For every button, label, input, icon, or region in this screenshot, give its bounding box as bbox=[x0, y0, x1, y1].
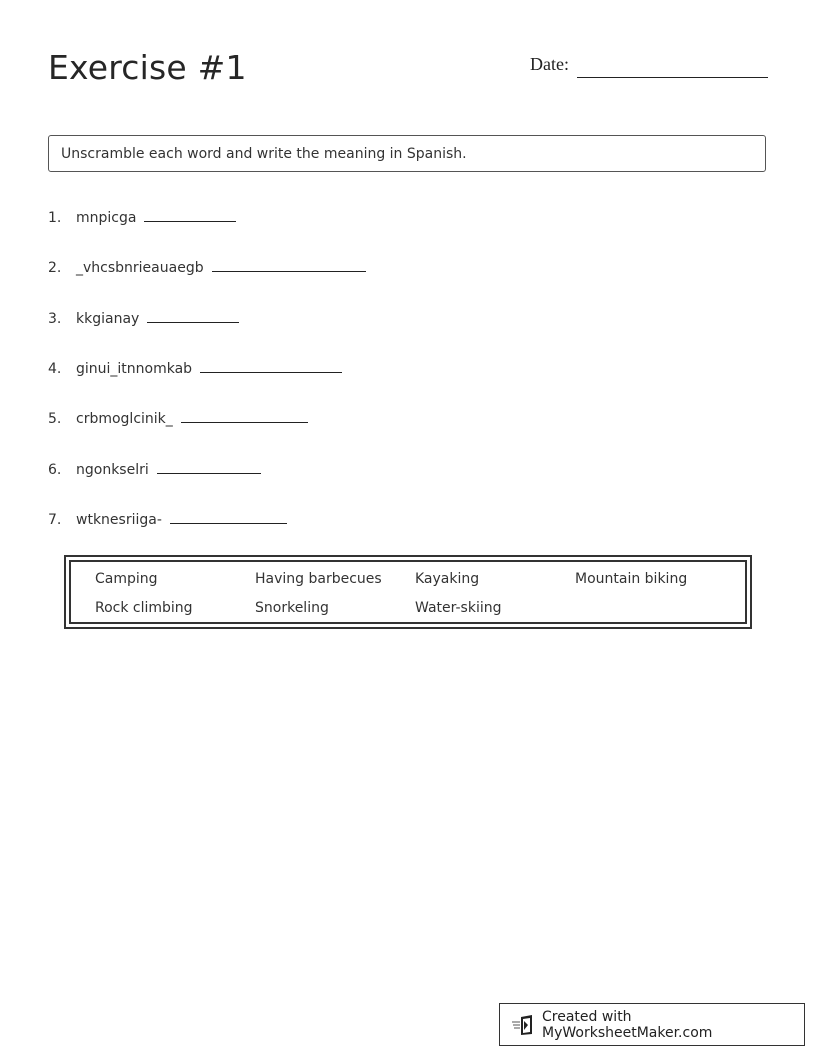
answer-line bbox=[212, 271, 366, 272]
date-label: Date: bbox=[530, 54, 569, 74]
item-number: 5. bbox=[48, 411, 62, 427]
item-number: 2. bbox=[48, 260, 62, 276]
scrambled-word: ngonkselri bbox=[76, 462, 149, 478]
scrambled-word: crbmoglcinik_ bbox=[76, 411, 173, 427]
word-bank-item: Mountain biking bbox=[575, 571, 688, 587]
word-bank bbox=[64, 555, 752, 629]
instructions-box: Unscramble each word and write the meaning in Spanish. bbox=[48, 135, 766, 172]
answer-line bbox=[144, 221, 236, 222]
word-bank-item: Snorkeling bbox=[255, 600, 329, 616]
exercise-item bbox=[48, 403, 308, 427]
exercise-item bbox=[48, 353, 342, 377]
item-number: 7. bbox=[48, 512, 62, 528]
exercise-item bbox=[48, 202, 236, 226]
word-bank-item: Camping bbox=[95, 571, 158, 587]
word-bank-item: Water-skiing bbox=[415, 600, 502, 616]
word-bank-item: Having barbecues bbox=[255, 571, 382, 587]
scrambled-word: _vhcsbnrieauaegb bbox=[76, 260, 204, 276]
item-number: 1. bbox=[48, 210, 62, 226]
scrambled-word: kkgianay bbox=[76, 311, 140, 327]
word-bank-item: Kayaking bbox=[415, 571, 480, 587]
scrambled-word: mnpicga bbox=[76, 210, 137, 226]
answer-line bbox=[181, 422, 308, 423]
scrambled-word: wtknesriiga- bbox=[76, 512, 162, 528]
answer-line bbox=[200, 372, 342, 373]
answer-line bbox=[157, 473, 261, 474]
footer-text: Created with MyWorksheetMaker.com bbox=[542, 1008, 713, 1041]
scrambled-word: ginui_itnnomkab bbox=[76, 361, 193, 377]
footer-credit[interactable] bbox=[499, 1003, 805, 1046]
item-number: 4. bbox=[48, 361, 62, 377]
answer-line bbox=[147, 322, 239, 323]
answer-line bbox=[170, 523, 287, 524]
exercise-item bbox=[48, 303, 239, 327]
word-bank-item: Rock climbing bbox=[95, 600, 193, 616]
date-field-line bbox=[577, 77, 768, 78]
item-number: 6. bbox=[48, 462, 62, 478]
worksheet-maker-logo-icon bbox=[512, 1014, 536, 1036]
word-bank-inner-border bbox=[69, 560, 747, 624]
exercise-item bbox=[48, 504, 287, 528]
exercise-item bbox=[48, 454, 261, 478]
page-title: Exercise #1 bbox=[48, 48, 247, 87]
item-number: 3. bbox=[48, 311, 62, 327]
exercise-item bbox=[48, 252, 366, 276]
